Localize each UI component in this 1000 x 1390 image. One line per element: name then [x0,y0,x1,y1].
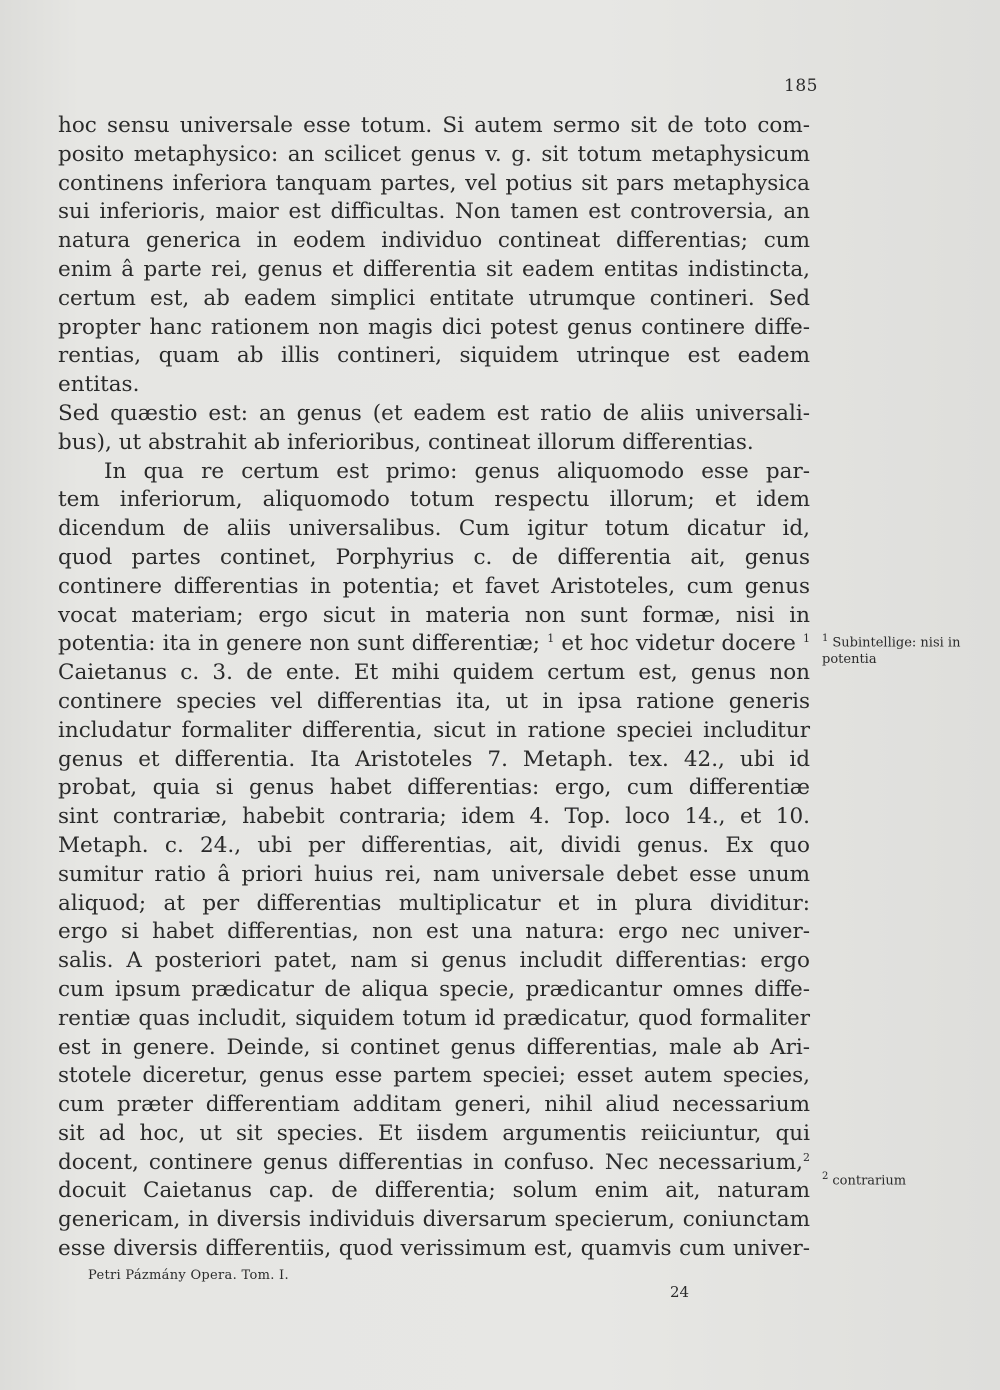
signature-number: 24 [670,1283,690,1301]
text-line: Metaph. c. 24., ubi per differentias, ait, dividi genus. Ex quo [58,832,810,858]
text-line: natura generica in eodem individuo contineat differentias; cum [58,228,810,254]
text-line: bus), ut abstrahit ab inferioribus, contineat illorum differentias. [58,429,754,455]
margin-note-text: Subintellige: nisi in potentia [822,635,961,668]
signature-line: Petri Pázmány Opera. Tom. I. [88,1268,289,1283]
text-fragment: docent, continere genus differentias in confuso. Nec necessarium, [58,1149,803,1175]
footnote-ref-1: 1 [547,632,555,646]
page-number: 185 [784,76,818,96]
text-line: ergo si habet differentias, non est una natura: ergo nec univer- [58,919,810,945]
text-line: sit ad hoc, ut sit species. Et iisdem argumentis reiiciuntur, qui [58,1120,810,1146]
text-line: stotele diceretur, genus esse partem speciei; esset autem species, [58,1063,810,1089]
text-fragment: potentia: ita in genere non sunt differentiæ; [58,631,541,657]
text-line: sumitur ratio â priori huius rei, nam universale debet esse unum [58,861,810,887]
text-line-with-note [58,1149,810,1178]
text-line: cum ipsum prædicatur de aliqua specie, prædicantur omnes diffe- [58,976,810,1002]
text-line: docuit Caietanus cap. de differentia; solum enim ait, naturam [58,1178,810,1204]
margin-note-marker: 2 [822,1171,829,1182]
text-line: sui inferioris, maior est difficultas. Non tamen est controversia, an [58,199,810,225]
body-text [58,112,810,1264]
margin-note-1 [822,630,992,668]
text-line: Caietanus c. 3. de ente. Et mihi quidem certum est, genus non [58,660,810,686]
text-line: aliquod; at per differentias multiplicatur et in plura dividitur: [58,890,810,916]
text-line: continere differentias in potentia; et favet Aristoteles, cum genus [58,573,810,599]
text-line: propter hanc rationem non magis dici potest genus continere diffe- [58,314,810,340]
margin-note-2 [822,1168,992,1189]
text-line: cum præter differentiam additam generi, nihil aliud necessarium [58,1092,810,1118]
text-line-with-note [58,630,810,659]
margin-note-marker: 1 [822,633,829,644]
text-line: hoc sensu universale esse totum. Si autem sermo sit de toto com- [58,113,810,138]
footnote-ref-2: 2 [803,1150,810,1164]
text-fragment: et hoc videtur docere [561,631,796,657]
text-line: enim â parte rei, genus et differentia sit eadem entitas indistincta, [58,256,810,282]
text-line: genericam, in diversis individuis diversarum specierum, coniunctam [58,1207,810,1233]
text-line: sint contrariæ, habebit contraria; idem 4. Top. loco 14., et 10. [58,804,810,830]
text-line: posito metaphysico: an scilicet genus v. g. sit totum metaphysicum [58,141,810,167]
text-line: genus et differentia. Ita Aristoteles 7. Metaph. tex. 42., ubi id [58,746,810,772]
text-line: In qua re certum est primo: genus aliquomodo esse par- [104,458,810,484]
text-line: certum est, ab eadem simplici entitate utrumque contineri. Sed [58,285,810,311]
footnote-ref-1-mark: 1 [803,632,810,646]
text-line: salis. A posteriori patet, nam si genus includit differentias: ergo [58,948,810,974]
margin-note-text: contrarium [832,1173,907,1189]
text-line: vocat materiam; ergo sicut in materia non sunt formæ, nisi in [58,602,810,628]
text-line: continere species vel differentias ita, ut in ipsa ratione generis [58,688,810,714]
text-line: tem inferiorum, aliquomodo totum respectu illorum; et idem [58,487,810,513]
text-line: rentiæ quas includit, siquidem totum id prædicatur, quod formaliter [58,1005,810,1031]
text-line: rentias, quam ab illis contineri, siquidem utrinque est eadem entitas. [58,343,810,398]
text-line: probat, quia si genus habet differentias: ergo, cum differentiæ [58,775,810,801]
text-line: esse diversis differentiis, quod verissimum est, quamvis cum univer- [58,1236,810,1262]
text-line: includatur formaliter differentia, sicut in ratione speciei includitur [58,717,810,743]
text-line: continens inferiora tanquam partes, vel potius sit pars metaphysica [58,170,810,196]
text-line: est in genere. Deinde, si continet genus differentias, male ab Ari- [58,1034,810,1060]
text-line: Sed quæstio est: an genus (et eadem est ratio de aliis universali- [58,400,810,426]
text-line: dicendum de aliis universalibus. Cum igitur totum dicatur id, [58,516,810,542]
text-line: quod partes continet, Porphyrius c. de differentia ait, genus [58,544,810,570]
